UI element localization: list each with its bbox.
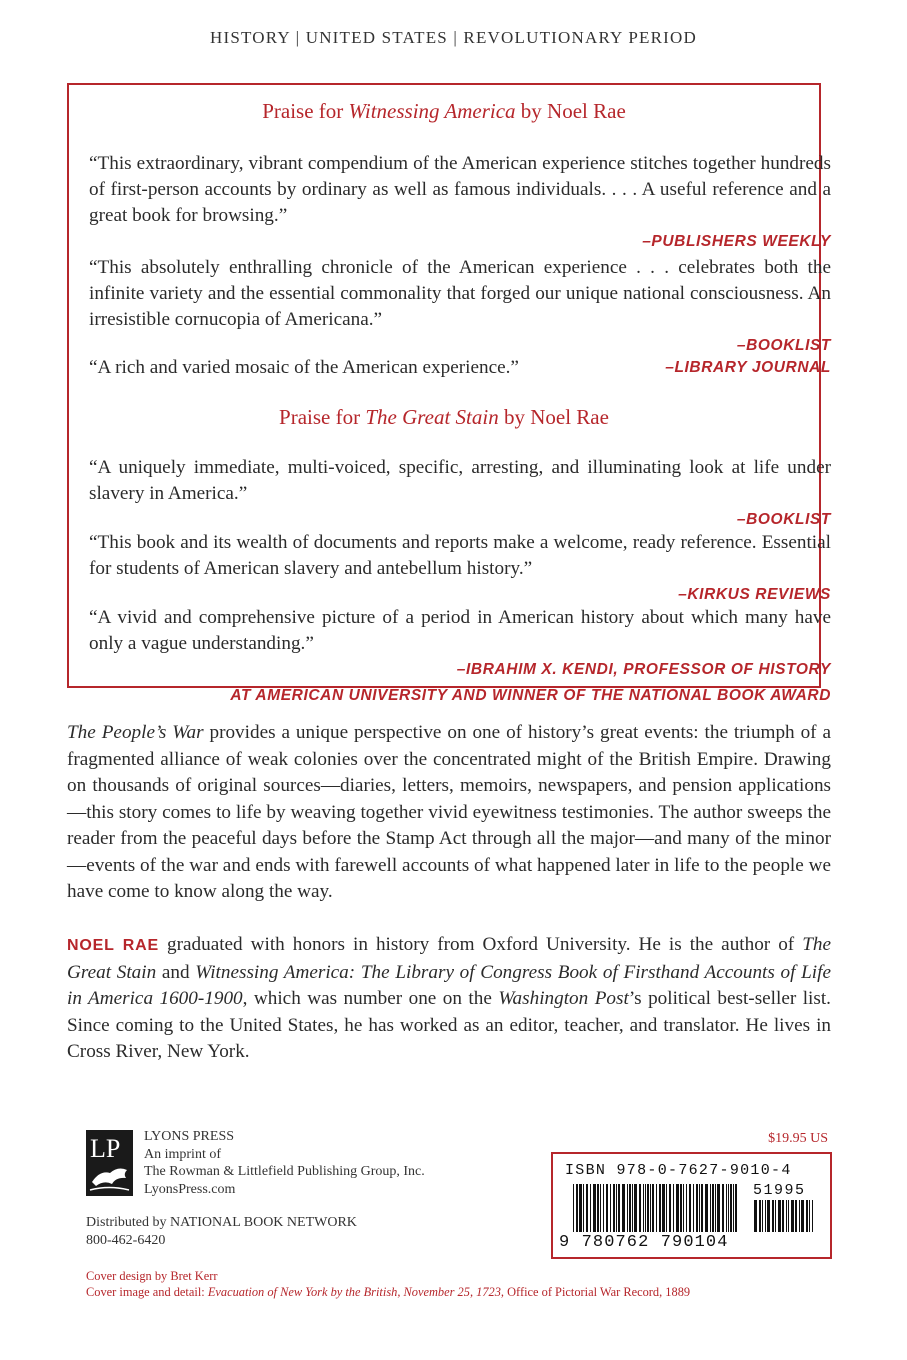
barcode-bar bbox=[618, 1184, 620, 1232]
ean-barcode-icon bbox=[573, 1184, 741, 1232]
publisher-info bbox=[144, 1128, 425, 1198]
barcode-bar bbox=[767, 1200, 770, 1232]
barcode-bar bbox=[791, 1200, 794, 1232]
quote-text: “This book and its wealth of documents and reports make a welcome, ready reference. Essential for students of American slavery and antebellum history.” bbox=[89, 532, 831, 579]
barcode-bar bbox=[600, 1184, 601, 1232]
bio-text: graduated with honors in history from Oxford University. He is the author of bbox=[159, 934, 803, 955]
cover-design-credit: Cover design by Bret Kerr bbox=[86, 1269, 218, 1283]
praise-prefix: Praise for bbox=[262, 99, 349, 123]
bio-book-title: The Great Stain bbox=[67, 934, 831, 983]
barcode-bar bbox=[603, 1184, 604, 1232]
praise-heading-great-stain bbox=[69, 405, 819, 430]
quote-attribution: –LIBRARY JOURNAL bbox=[665, 359, 831, 376]
barcode-bar bbox=[762, 1200, 763, 1232]
barcode-bar bbox=[583, 1184, 584, 1232]
author-bio bbox=[67, 932, 831, 1066]
quote-text: “A vivid and comprehensive picture of a period in American history about which many have only a vague understanding.” bbox=[89, 607, 831, 654]
book-description bbox=[67, 720, 831, 906]
cover-image-credit bbox=[86, 1284, 690, 1300]
publisher-name: LYONS PRESS bbox=[144, 1129, 235, 1144]
quote-text: “A rich and varied mosaic of the American experience.” bbox=[89, 357, 519, 378]
barcode-bar bbox=[662, 1184, 665, 1232]
price-code: 51995 bbox=[753, 1182, 806, 1199]
publisher-imprint-line: An imprint of bbox=[144, 1146, 221, 1162]
quote-attribution: –BOOKLIST bbox=[736, 511, 831, 528]
barcode-bar bbox=[786, 1200, 787, 1232]
praise-book-title: Witnessing America bbox=[348, 99, 516, 123]
barcode-bar bbox=[726, 1184, 727, 1232]
quote-attribution: –BOOKLIST bbox=[736, 337, 831, 354]
publisher-parent: The Rowman & Littlefield Publishing Group, Inc. bbox=[144, 1164, 425, 1179]
barcode-bar bbox=[759, 1200, 761, 1232]
barcode-bar bbox=[669, 1184, 671, 1232]
praise-box bbox=[67, 83, 831, 704]
barcode-bar bbox=[710, 1184, 711, 1232]
bio-text: and bbox=[156, 961, 196, 983]
barcode-bar bbox=[689, 1184, 691, 1232]
barcode-bar bbox=[616, 1184, 617, 1232]
barcode-bar bbox=[701, 1184, 703, 1232]
bio-book-title: Witnessing America: The Library of Congress Book of Firsthand Accounts of Life in America 1600-1900 bbox=[67, 961, 831, 1009]
quote-attribution-line1: –IBRAHIM X. KENDI, PROFESSOR OF HISTORY bbox=[456, 661, 831, 678]
barcode-bar bbox=[683, 1184, 684, 1232]
quote-text: “A uniquely immediate, multi-voiced, specific, arresting, and illuminating look at life under slavery in America.” bbox=[89, 457, 831, 504]
praise-suffix: by Noel Rae bbox=[498, 405, 609, 429]
barcode-bar bbox=[634, 1184, 637, 1232]
bio-text: , which was number one on the bbox=[242, 988, 499, 1009]
barcode-bar bbox=[606, 1184, 608, 1232]
barcode-bar bbox=[656, 1184, 657, 1232]
barcode-bar bbox=[795, 1200, 797, 1232]
barcode-bar bbox=[645, 1184, 646, 1232]
barcode-bar bbox=[728, 1184, 729, 1232]
praise-heading-witnessing-america bbox=[69, 99, 819, 124]
quote-text: “This absolutely enthralling chronicle of the American experience . . . celebrates both the infinite variety and the essential commonality that forged our unique national consciousness. An irresistible cornucopia of Americana.” bbox=[89, 257, 831, 330]
category-line: HISTORY | UNITED STATES | REVOLUTIONARY PERIOD bbox=[210, 28, 697, 47]
credit-suffix: Office of Pictorial War Record, 1889 bbox=[504, 1285, 691, 1299]
barcode-bar bbox=[629, 1184, 631, 1232]
barcode-bar bbox=[782, 1200, 784, 1232]
addon-barcode-icon bbox=[754, 1200, 816, 1232]
bio-newspaper-title: Washington Post bbox=[498, 988, 629, 1009]
barcode-bar bbox=[765, 1200, 766, 1232]
bio-text: ’s political best-seller list. Since coming to the United States, he has worked as an editor, teacher, and translator. He lives in Cross River, New York. bbox=[67, 988, 831, 1062]
cover-credits bbox=[86, 1268, 690, 1300]
quote-ibrahim-kendi bbox=[89, 605, 831, 709]
quote-publishers-weekly bbox=[89, 151, 831, 255]
quote-text: “This extraordinary, vibrant compendium of the American experience stitches together hundreds of first-person accounts by ordinary as well as famous individuals. . . . A useful reference and a great book for browsing.” bbox=[89, 153, 831, 226]
description-text: provides a unique perspective on one of history’s great events: the triumph of a fragmented alliance of weak colonies over the concentrated might of the British Empire. Drawing on thousands of original sources—diaries, letters, memoirs, newspapers, and pension applications—this story comes to life by weaving together vivid eyewitness testimonies. The author sweeps the reader from the peaceful days before the Stamp Act through all the major—and many of the minor—events of the war and ends with farewell accounts of what happened later in life to the people we have come to know along the way. bbox=[67, 722, 831, 902]
barcode-bar bbox=[680, 1184, 682, 1232]
barcode-bar bbox=[579, 1184, 582, 1232]
barcode-bar bbox=[676, 1184, 679, 1232]
barcode-bar bbox=[696, 1184, 698, 1232]
barcode-bar bbox=[717, 1184, 720, 1232]
barcode-bar bbox=[730, 1184, 732, 1232]
barcode-bar bbox=[659, 1184, 661, 1232]
barcode-bar bbox=[733, 1184, 734, 1232]
barcode-bar bbox=[806, 1200, 808, 1232]
praise-suffix: by Noel Rae bbox=[515, 99, 626, 123]
barcode-bar bbox=[597, 1184, 599, 1232]
praise-prefix: Praise for bbox=[279, 405, 366, 429]
barcode-bar bbox=[593, 1184, 596, 1232]
barcode-bar bbox=[647, 1184, 649, 1232]
barcode-bar bbox=[699, 1184, 700, 1232]
barcode-bar bbox=[576, 1184, 578, 1232]
barcode-bar bbox=[772, 1200, 774, 1232]
barcode-bar bbox=[590, 1184, 591, 1232]
barcode-bar bbox=[809, 1200, 810, 1232]
credit-prefix: Cover image and detail: bbox=[86, 1285, 208, 1299]
barcode-bar bbox=[799, 1200, 800, 1232]
distributor-phone: 800-462-6420 bbox=[86, 1232, 166, 1248]
distributor-name: Distributed by NATIONAL BOOK NETWORK bbox=[86, 1215, 357, 1230]
barcode-bar bbox=[686, 1184, 687, 1232]
barcode-bar bbox=[775, 1200, 776, 1232]
credit-artwork-title: Evacuation of New York by the British, November 25, 1723, bbox=[207, 1285, 505, 1299]
logo-letters: LP bbox=[90, 1134, 121, 1163]
description-book-title: The People’s War bbox=[67, 722, 204, 743]
quote-attribution: –PUBLISHERS WEEKLY bbox=[642, 233, 831, 250]
quote-booklist-2 bbox=[89, 455, 831, 533]
barcode-bar bbox=[613, 1184, 615, 1232]
barcode-bar bbox=[722, 1184, 724, 1232]
quote-kirkus-reviews bbox=[89, 530, 831, 608]
barcode-bar bbox=[627, 1184, 628, 1232]
ean-digits: 9 780762 790104 bbox=[559, 1233, 729, 1252]
publisher-website: LyonsPress.com bbox=[144, 1181, 236, 1197]
barcode-bar bbox=[801, 1200, 804, 1232]
isbn-text: ISBN 978-0-7627-9010-4 bbox=[565, 1162, 792, 1179]
barcode-bar bbox=[643, 1184, 644, 1232]
barcode-bar bbox=[639, 1184, 641, 1232]
barcode-bar bbox=[705, 1184, 708, 1232]
barcode-bar bbox=[586, 1184, 588, 1232]
distributor-info bbox=[86, 1214, 357, 1249]
barcode-bar bbox=[673, 1184, 674, 1232]
barcode-bar bbox=[666, 1184, 667, 1232]
quote-attribution-line2: AT AMERICAN UNIVERSITY AND WINNER OF THE NATIONAL BOOK AWARD bbox=[230, 687, 831, 704]
barcode-bar bbox=[712, 1184, 714, 1232]
barcode-bar bbox=[610, 1184, 611, 1232]
barcode-bar bbox=[754, 1200, 757, 1232]
quote-attribution: –KIRKUS REVIEWS bbox=[678, 586, 831, 603]
quote-booklist-1 bbox=[89, 255, 831, 359]
author-name: NOEL RAE bbox=[67, 937, 159, 954]
price-label: $19.95 US bbox=[768, 1131, 828, 1146]
barcode-bar bbox=[788, 1200, 789, 1232]
barcode-bar bbox=[652, 1184, 654, 1232]
lyons-press-logo-icon bbox=[86, 1130, 133, 1196]
barcode-bar bbox=[778, 1200, 781, 1232]
barcode-bar bbox=[812, 1200, 813, 1232]
barcode-bar bbox=[632, 1184, 633, 1232]
barcode-bar bbox=[573, 1184, 574, 1232]
barcode-bar bbox=[622, 1184, 625, 1232]
barcode-bar bbox=[693, 1184, 694, 1232]
barcode-box bbox=[551, 1152, 832, 1259]
barcode-bar bbox=[650, 1184, 651, 1232]
barcode-bar bbox=[715, 1184, 716, 1232]
barcode-bar bbox=[735, 1184, 737, 1232]
praise-book-title: The Great Stain bbox=[365, 405, 499, 429]
quote-library-journal bbox=[89, 355, 831, 381]
